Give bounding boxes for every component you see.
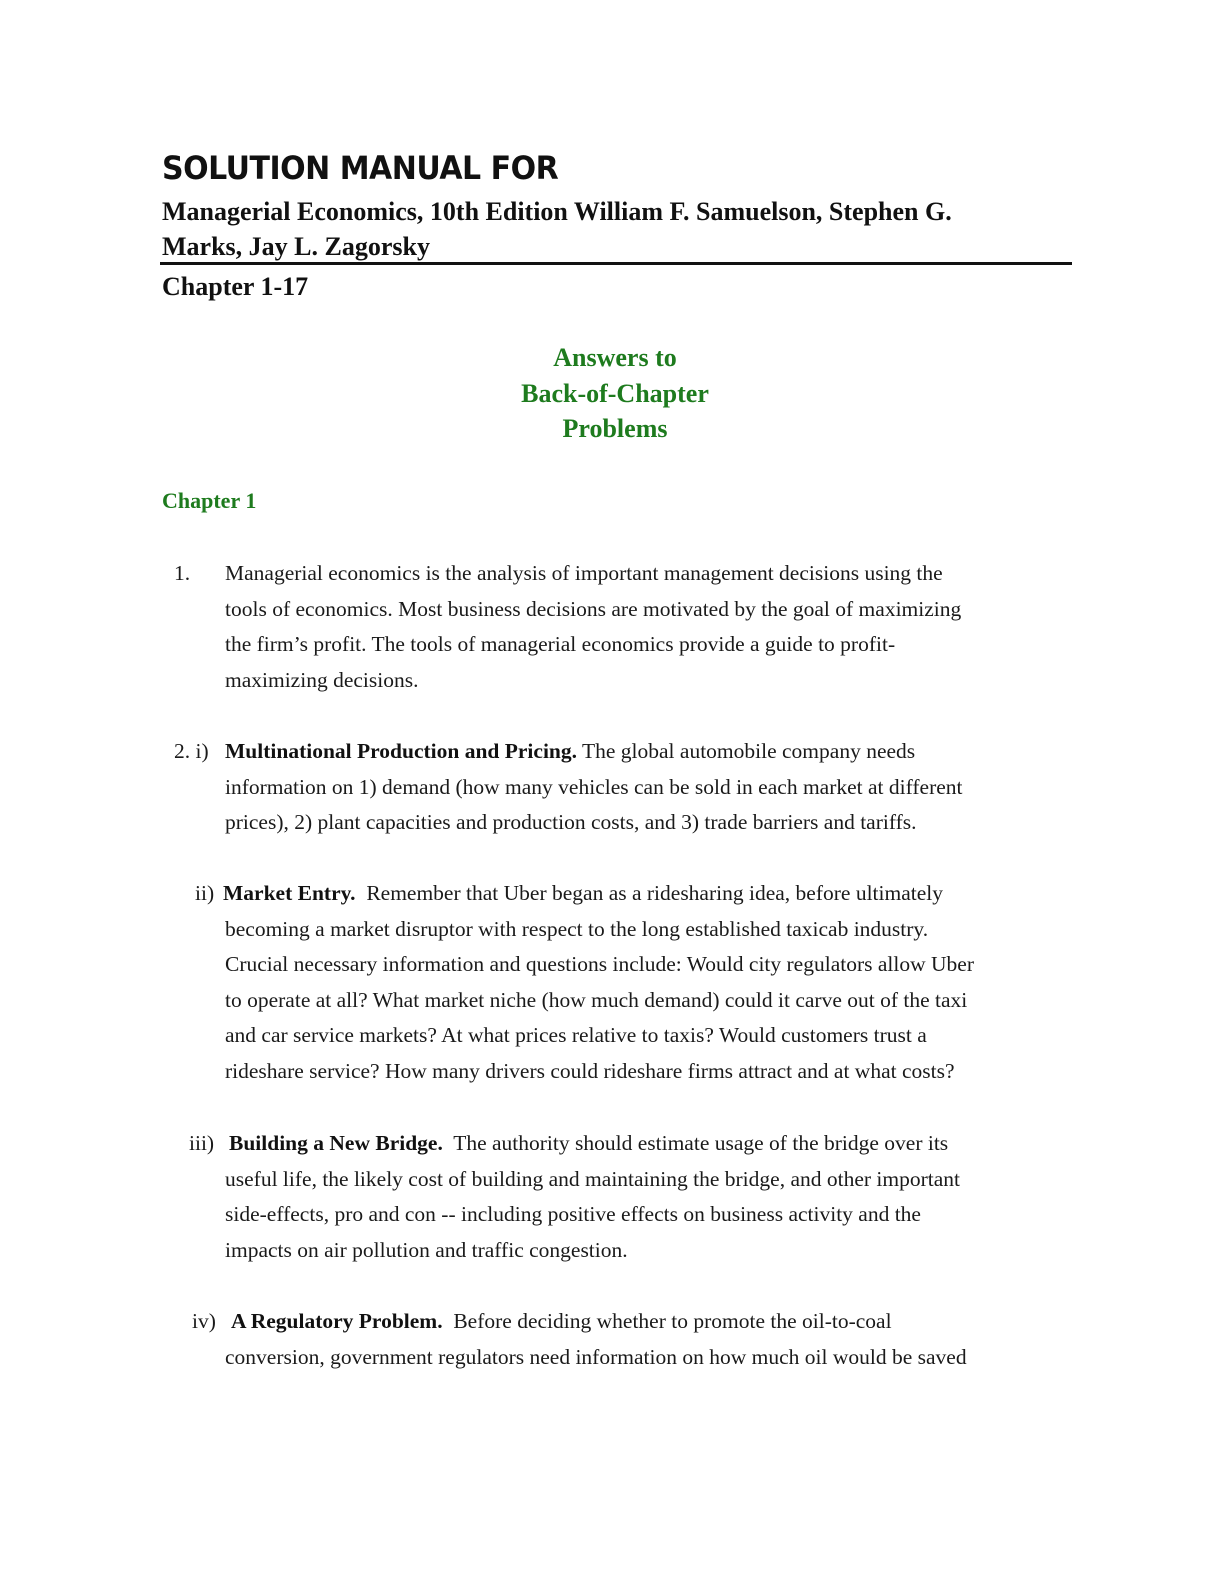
- answer-line: becoming a market disruptor with respect to the long established taxicab industry.: [225, 916, 929, 941]
- answer-topic: Multinational Production and Pricing.: [225, 739, 577, 763]
- answer-first-line: [223, 876, 1063, 912]
- answer-item-2-iii-marker: iii): [189, 1131, 215, 1155]
- answer-item-2-i-text: [225, 734, 1065, 841]
- answer-line: Managerial economics is the analysis of important management decisions using the: [225, 561, 943, 585]
- answer-line: maximizing decisions.: [225, 667, 419, 692]
- answer-line: rideshare service? How many drivers could rideshare firms attract and at what costs?: [225, 1058, 955, 1083]
- answer-line: useful life, the likely cost of building and maintaining the bridge, and other important: [225, 1166, 961, 1191]
- answer-item-2-i-marker: 2. i): [174, 739, 209, 763]
- answer-item-1-text: [225, 556, 1065, 698]
- answer-first-line-rest: The authority should estimate usage of the bridge over its: [442, 1131, 949, 1155]
- book-title-line-1: Managerial Economics, 10th Edition William F. Samuelson, Stephen G.: [162, 197, 952, 226]
- section-heading-line-1: Answers to: [553, 343, 677, 372]
- chapter-heading: Chapter 1: [162, 488, 257, 513]
- answer-line: side-effects, pro and con -- including positive effects on business activity and the: [225, 1202, 921, 1227]
- section-heading-line-2: Back-of-Chapter: [521, 378, 709, 408]
- answer-first-line: [229, 1126, 1065, 1162]
- answer-line: information on 1) demand (how many vehicles can be sold in each market at different: [225, 774, 963, 799]
- answer-item-2-iii-text: [225, 1126, 1065, 1268]
- answer-line: the firm’s profit. The tools of managerial economics provide a guide to profit-: [225, 632, 896, 657]
- answer-item-2-ii-marker: ii): [195, 881, 215, 905]
- answer-topic: Market Entry.: [223, 881, 356, 905]
- answer-line: prices), 2) plant capacities and production costs, and 3) trade barriers and tariffs.: [225, 810, 917, 835]
- answer-line: to operate at all? What market niche (how much demand) could it carve out of the taxi: [225, 987, 968, 1012]
- book-title-line-2: Marks, Jay L. Zagorsky: [162, 232, 430, 261]
- answer-item-2-iv-marker: iv): [192, 1309, 216, 1333]
- answer-line: conversion, government regulators need information on how much oil would be saved: [225, 1344, 967, 1369]
- answer-topic: Building a New Bridge.: [229, 1131, 443, 1155]
- answer-first-line-rest: The global automobile company needs: [577, 739, 916, 763]
- answer-line: Crucial necessary information and questions include: Would city regulators allow Uber: [225, 952, 974, 977]
- book-title: [162, 194, 1062, 264]
- document-label: SOLUTION MANUAL FOR: [162, 150, 559, 188]
- answer-first-line-rest: Before deciding whether to promote the oil-to-coal: [442, 1309, 892, 1333]
- answer-topic: A Regulatory Problem.: [231, 1309, 443, 1333]
- answer-line: and car service markets? At what prices relative to taxis? Would customers trust a: [225, 1023, 927, 1048]
- answer-line: tools of economics. Most business decisions are motivated by the goal of maximizing: [225, 596, 962, 621]
- answer-first-line: [231, 1304, 1065, 1340]
- answer-line: impacts on air pollution and traffic congestion.: [225, 1237, 628, 1262]
- answer-item-2-iv-text: [225, 1304, 1065, 1375]
- header-divider: [160, 262, 1072, 265]
- section-heading-line-3: Problems: [562, 414, 668, 443]
- answer-first-line: [225, 734, 1065, 770]
- chapter-range: Chapter 1-17: [162, 272, 309, 301]
- answer-first-line-rest: Remember that Uber began as a ridesharing idea, before ultimately: [355, 881, 944, 905]
- answer-item-2-ii-text: [223, 876, 1063, 1090]
- answer-item-1-number: 1.: [174, 561, 191, 585]
- section-heading: [412, 340, 818, 447]
